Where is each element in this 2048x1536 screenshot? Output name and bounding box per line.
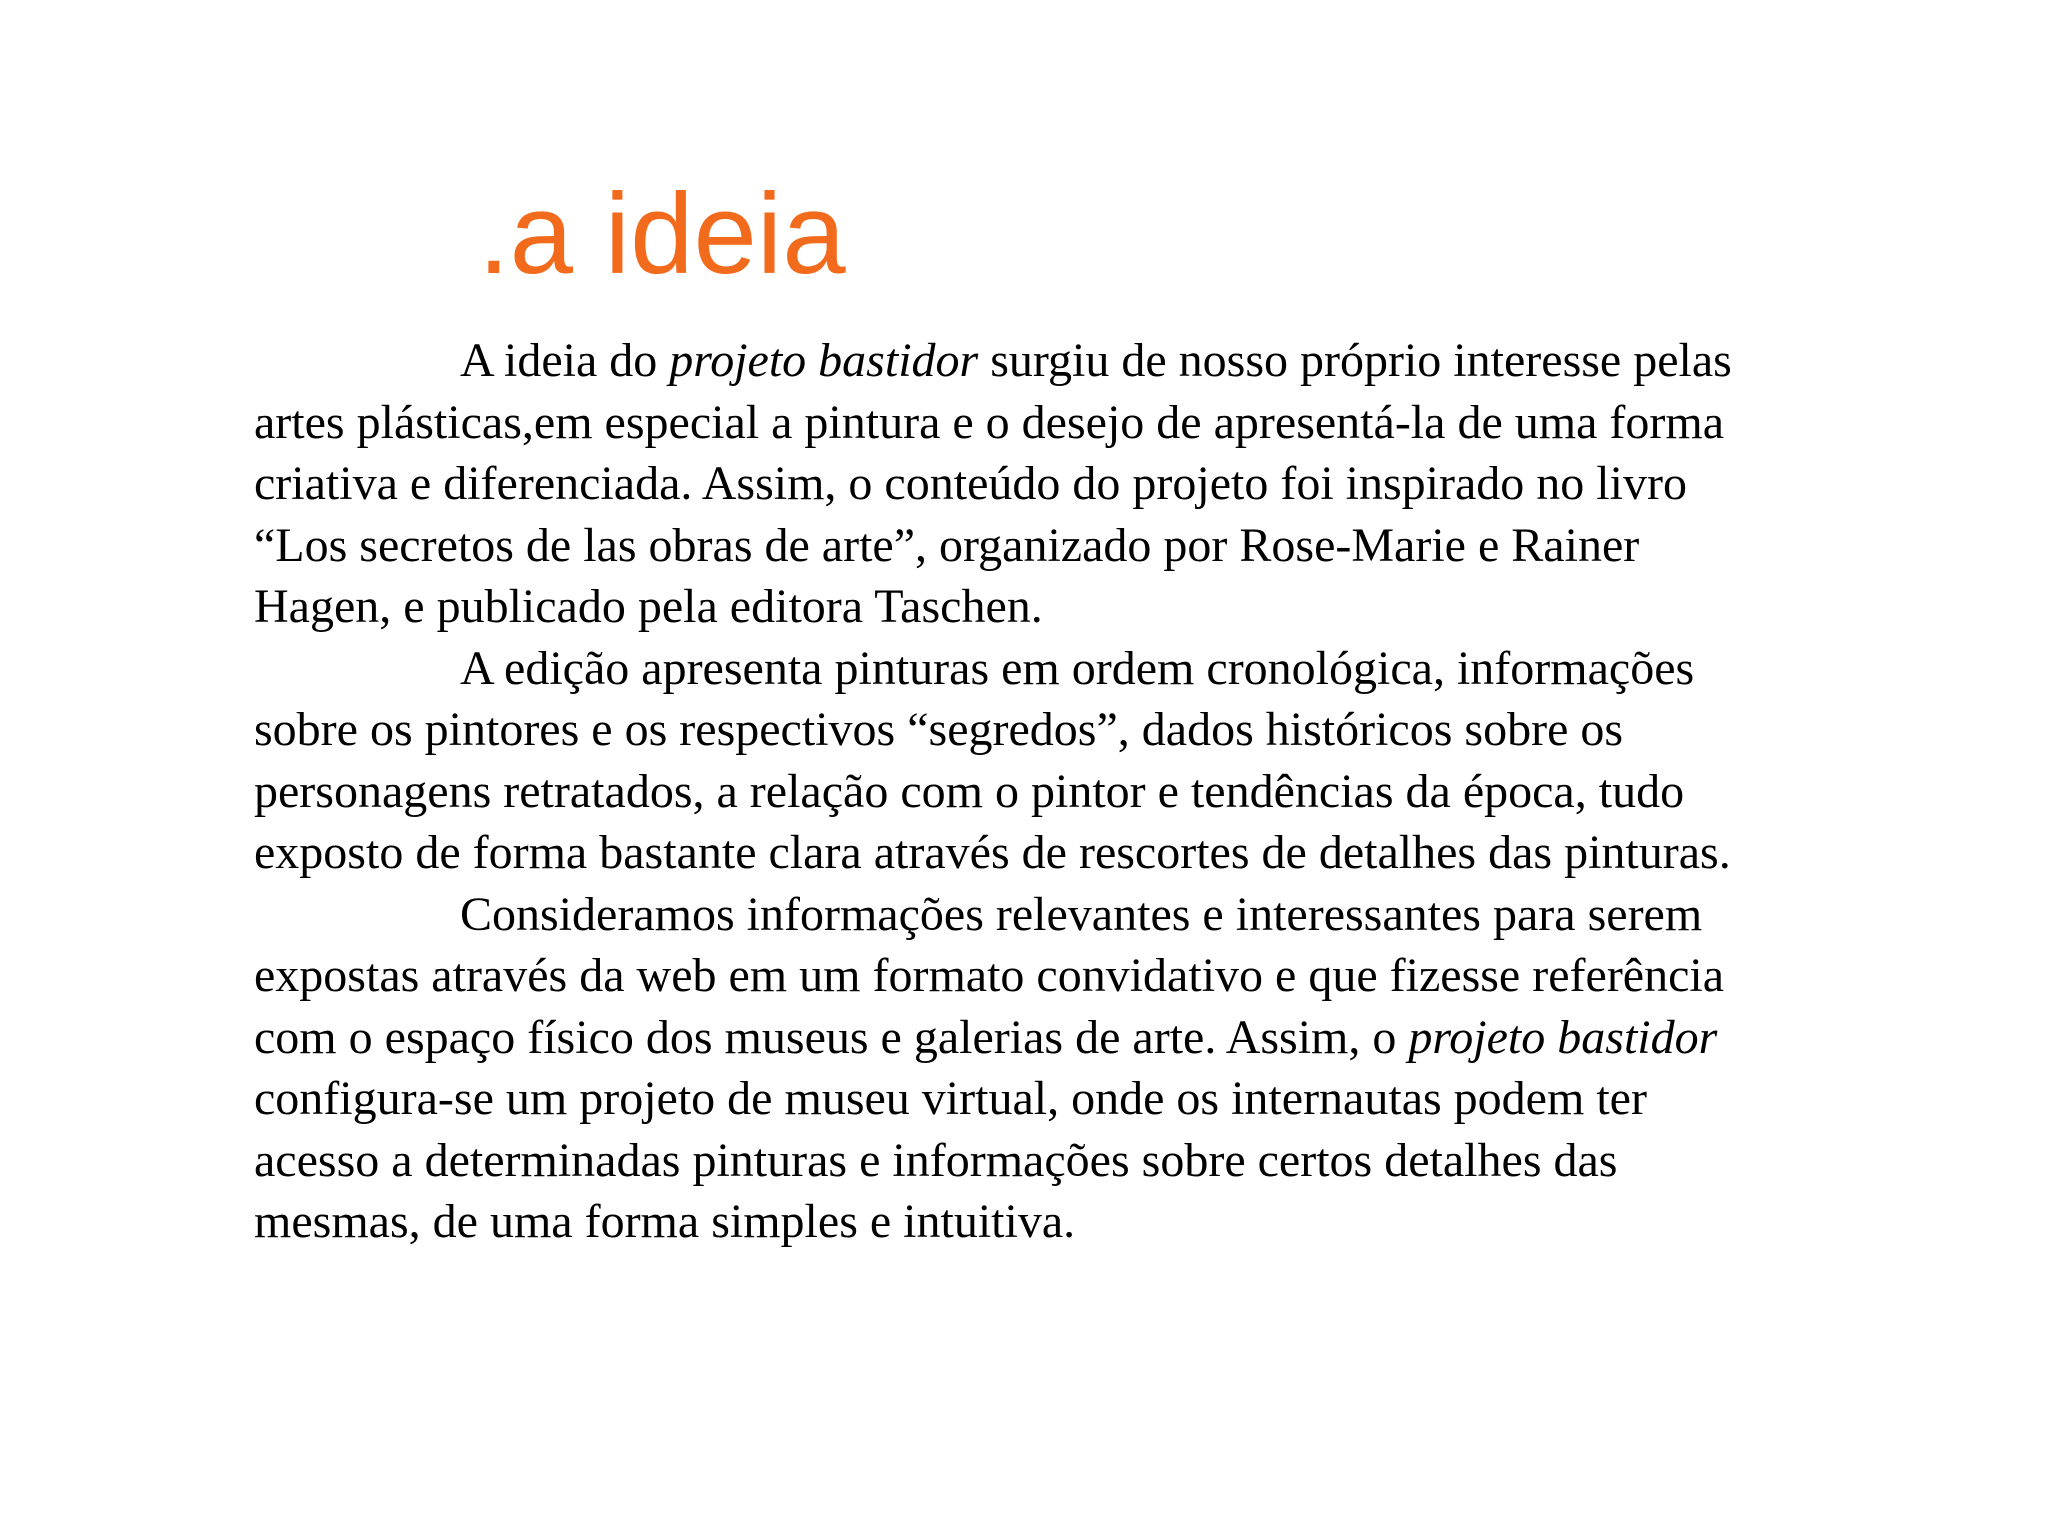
text-line — [254, 453, 1854, 515]
text-run: criativa e diferenciada. Assim, o conteúdo do projeto foi inspirado no livro — [254, 457, 1687, 510]
text-run: expostas através da web em um formato convidativo e que fizesse referência — [254, 949, 1725, 1002]
italic-run: projeto bastidor — [669, 334, 979, 387]
text-line — [254, 884, 1854, 946]
text-run: configura-se um projeto de museu virtual, onde os internautas podem ter — [254, 1072, 1647, 1125]
text-run: artes plásticas,em especial a pintura e o desejo de apresentá-la de uma forma — [254, 395, 1724, 449]
text-run: com o espaço físico dos museus e galerias de arte. Assim, o — [254, 1010, 1409, 1064]
slide-title: .a ideia — [478, 171, 846, 298]
text-line — [254, 1191, 1854, 1253]
text-line — [254, 392, 1854, 454]
text-line — [254, 638, 1854, 700]
text-line — [254, 699, 1854, 761]
italic-run: projeto bastidor — [1408, 1010, 1718, 1064]
text-line — [254, 1007, 1854, 1069]
text-line — [254, 1068, 1854, 1130]
text-line — [254, 576, 1854, 638]
text-run: Hagen, e publicado pela editora Taschen. — [254, 580, 1043, 633]
text-line — [254, 515, 1854, 577]
text-run: personagens retratados, a relação com o pintor e tendências da época, tudo — [254, 764, 1685, 818]
text-line — [254, 330, 1854, 392]
text-line — [254, 761, 1854, 823]
text-run: “Los secretos de las obras de arte”, organizado por Rose-Marie e Rainer — [254, 518, 1640, 572]
text-run: mesmas, de uma forma simples e intuitiva. — [254, 1195, 1076, 1248]
text-run: Consideramos informações relevantes e interessantes para serem — [460, 887, 1703, 941]
body-text — [254, 330, 1854, 1253]
text-run: A ideia do — [460, 334, 670, 387]
text-run: sobre os pintores e os respectivos “segredos”, dados históricos sobre os — [254, 703, 1624, 756]
text-run: surgiu de nosso próprio interesse pelas — [978, 334, 1732, 387]
text-run: A edição apresenta pinturas em ordem cronológica, informações — [460, 641, 1695, 695]
text-line — [254, 945, 1854, 1007]
text-line — [254, 1130, 1854, 1192]
text-run: exposto de forma bastante clara através de rescortes de detalhes das pinturas. — [254, 826, 1731, 879]
text-line — [254, 822, 1854, 884]
text-run: acesso a determinadas pinturas e informações sobre certos detalhes das — [254, 1133, 1618, 1187]
